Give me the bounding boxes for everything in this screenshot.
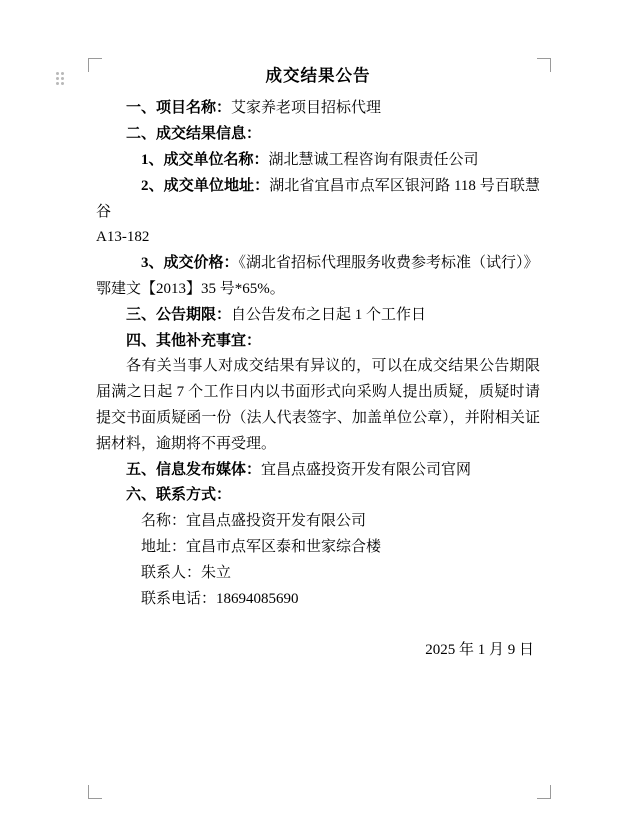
contact-phone-label: 联系电话： xyxy=(141,590,217,607)
section-4-paragraph: 各有关当事人对成交结果有异议的，可以在成交结果公告期限届满之日起 7 个工作日内以书面形式向采购人提出质疑，质疑时请提交书面质疑函一份（法人代表签字、加盖单位公章），并附相关证据材料，逾期将不再受理。 xyxy=(96,358,540,452)
page-title: 成交结果公告 xyxy=(265,66,371,85)
contact-name-label: 名称： xyxy=(141,513,187,530)
crop-mark-bottom-right xyxy=(537,785,551,799)
section-2 xyxy=(96,122,540,148)
dot xyxy=(61,82,64,85)
contact-person-value: 朱立 xyxy=(201,564,232,581)
contact-address-value: 宜昌市点军区泰和世家综合楼 xyxy=(186,538,382,555)
dot xyxy=(61,72,64,75)
section-3-value: 自公告发布之日起 1 个工作日 xyxy=(231,306,427,323)
contact-address xyxy=(96,535,540,561)
contact-name-value: 宜昌点盛投资开发有限公司 xyxy=(186,513,367,530)
contact-person-label: 联系人： xyxy=(141,564,202,581)
section-2-item-3-label: 3、成交价格： xyxy=(141,255,239,272)
contact-phone-value: 18694085690 xyxy=(216,590,299,607)
section-2-item-2-label: 2、成交单位地址： xyxy=(141,177,270,194)
dot xyxy=(56,77,59,80)
section-1-value: 艾家养老项目招标代理 xyxy=(231,100,382,117)
document-date: 2025 年 1 月 9 日 xyxy=(425,642,534,659)
section-3 xyxy=(96,303,540,329)
section-5-heading: 五、信息发布媒体： xyxy=(126,461,262,478)
dot xyxy=(56,82,59,85)
section-5 xyxy=(96,458,540,484)
section-2-heading: 二、成交结果信息： xyxy=(126,126,262,143)
section-2-item-3-value: 《湖北省招标代理服务收费参考标准（试行）》 xyxy=(238,255,539,272)
section-5-value: 宜昌点盛投资开发有限公司官网 xyxy=(261,461,472,478)
section-4-heading: 四、其他补充事宜： xyxy=(126,332,262,349)
dot xyxy=(56,72,59,75)
contact-person xyxy=(96,561,540,587)
drag-handle-icon[interactable] xyxy=(56,72,66,86)
contact-phone xyxy=(96,587,540,613)
section-2-item-2 xyxy=(96,174,540,226)
section-1 xyxy=(96,96,540,122)
section-4 xyxy=(96,329,540,355)
section-6-heading: 六、联系方式： xyxy=(126,487,232,504)
crop-mark-bottom-left xyxy=(88,785,102,799)
section-2-item-1-label: 1、成交单位名称： xyxy=(141,151,269,168)
section-1-heading: 一、项目名称： xyxy=(126,100,232,117)
section-2-item-2-value: 湖北省宜昌市点军区银河路 118 号百联慧谷 xyxy=(96,177,540,220)
section-2-item-1-value: 湖北慧诚工程咨询有限责任公司 xyxy=(268,151,479,168)
contact-address-label: 地址： xyxy=(141,538,187,555)
section-2-item-2-value-cont: A13-182 xyxy=(96,229,150,246)
section-2-item-1 xyxy=(96,148,540,174)
section-6 xyxy=(96,483,540,509)
contact-name xyxy=(96,509,540,535)
section-2-item-3-value-cont: 鄂建文【2013】35 号*65%。 xyxy=(96,280,285,297)
section-2-item-3 xyxy=(96,251,540,277)
document-body xyxy=(96,62,540,664)
section-3-heading: 三、公告期限： xyxy=(126,306,232,323)
dot xyxy=(61,77,64,80)
